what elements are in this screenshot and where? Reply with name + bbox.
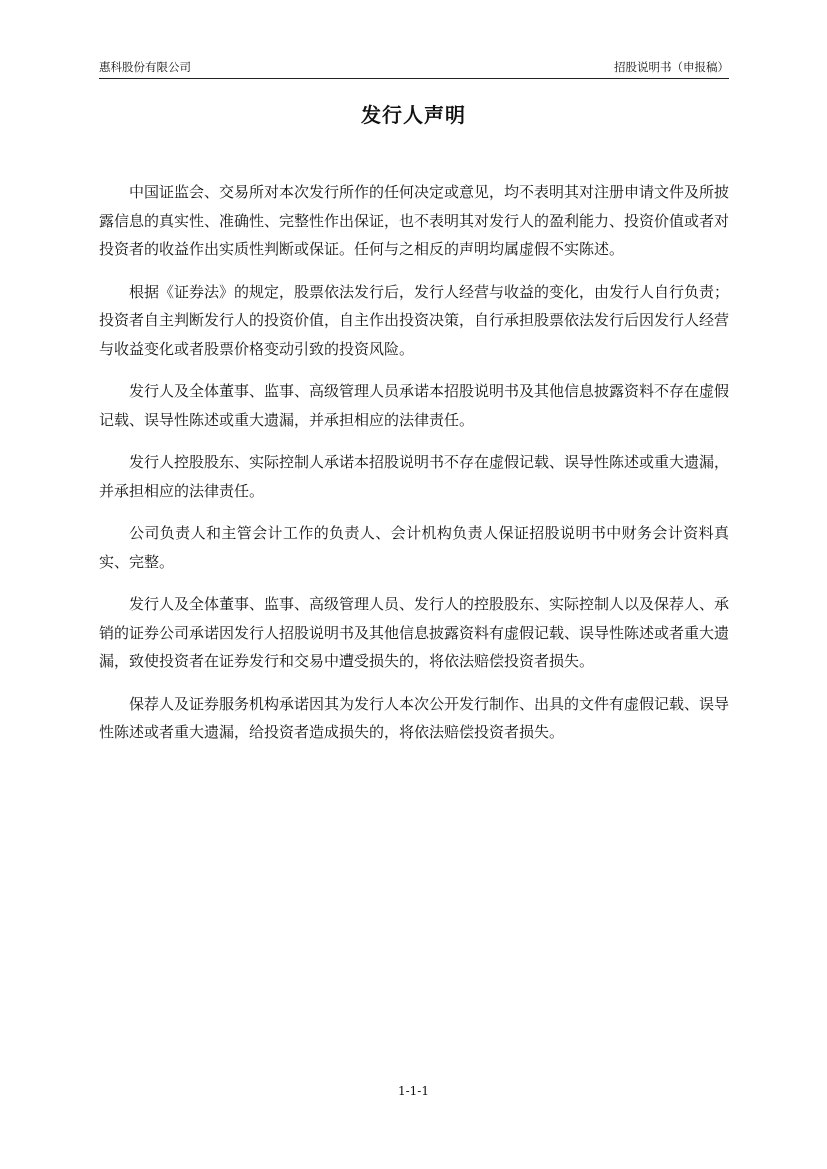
- page-header: [99, 58, 729, 79]
- paragraph-compensation-commitment: 发行人及全体董事、监事、高级管理人员、发行人的控股股东、实际控制人以及保荐人、承销的证券公司承诺因发行人招股说明书及其他信息披露资料有虚假记载、误导性陈述或者重大遗漏，致使投资者在证券发行和交易中遭受损失的，将依法赔偿投资者损失。: [99, 595, 730, 670]
- header-document-type: 招股说明书（申报稿）: [614, 60, 729, 74]
- header-company-name: 惠科股份有限公司: [99, 60, 191, 74]
- paragraph-csrc-disclaimer: 中国证监会、交易所对本次发行所作的任何决定或意见，均不表明其对注册申请文件及所披露信息的真实性、准确性、完整性作出保证，也不表明其对发行人的盈利能力、投资价值或者对投资者的收益作出实质性判断或保证。任何与之相反的声明均属虚假不实陈述。: [99, 183, 730, 258]
- page-title: 发行人声明: [361, 103, 466, 127]
- page-number: 1-1-1: [397, 1084, 429, 1098]
- paragraph-controlling-shareholder-commitment: 发行人控股股东、实际控制人承诺本招股说明书不存在虚假记载、误导性陈述或重大遗漏，并承担相应的法律责任。: [99, 453, 730, 500]
- paragraph-sponsor-commitment: 保荐人及证券服务机构承诺因其为发行人本次公开发行制作、出具的文件有虚假记载、误导性陈述或者重大遗漏，给投资者造成损失的，将依法赔偿投资者损失。: [99, 694, 730, 741]
- paragraph-financial-guarantee: 公司负责人和主管会计工作的负责人、会计机构负责人保证招股说明书中财务会计资料真实、完整。: [99, 524, 729, 571]
- declaration-body: [99, 178, 729, 761]
- paragraph-securities-law: 根据《证券法》的规定，股票依法发行后，发行人经营与收益的变化，由发行人自行负责；投资者自主判断发行人的投资价值，自主作出投资决策，自行承担股票依法发行后因发行人经营与收益变化或者股票价格变动引致的投资风险。: [99, 282, 730, 358]
- paragraph-directors-commitment: 发行人及全体董事、监事、高级管理人员承诺本招股说明书及其他信息披露资料不存在虚假记载、误导性陈述或重大遗漏，并承担相应的法律责任。: [99, 382, 730, 429]
